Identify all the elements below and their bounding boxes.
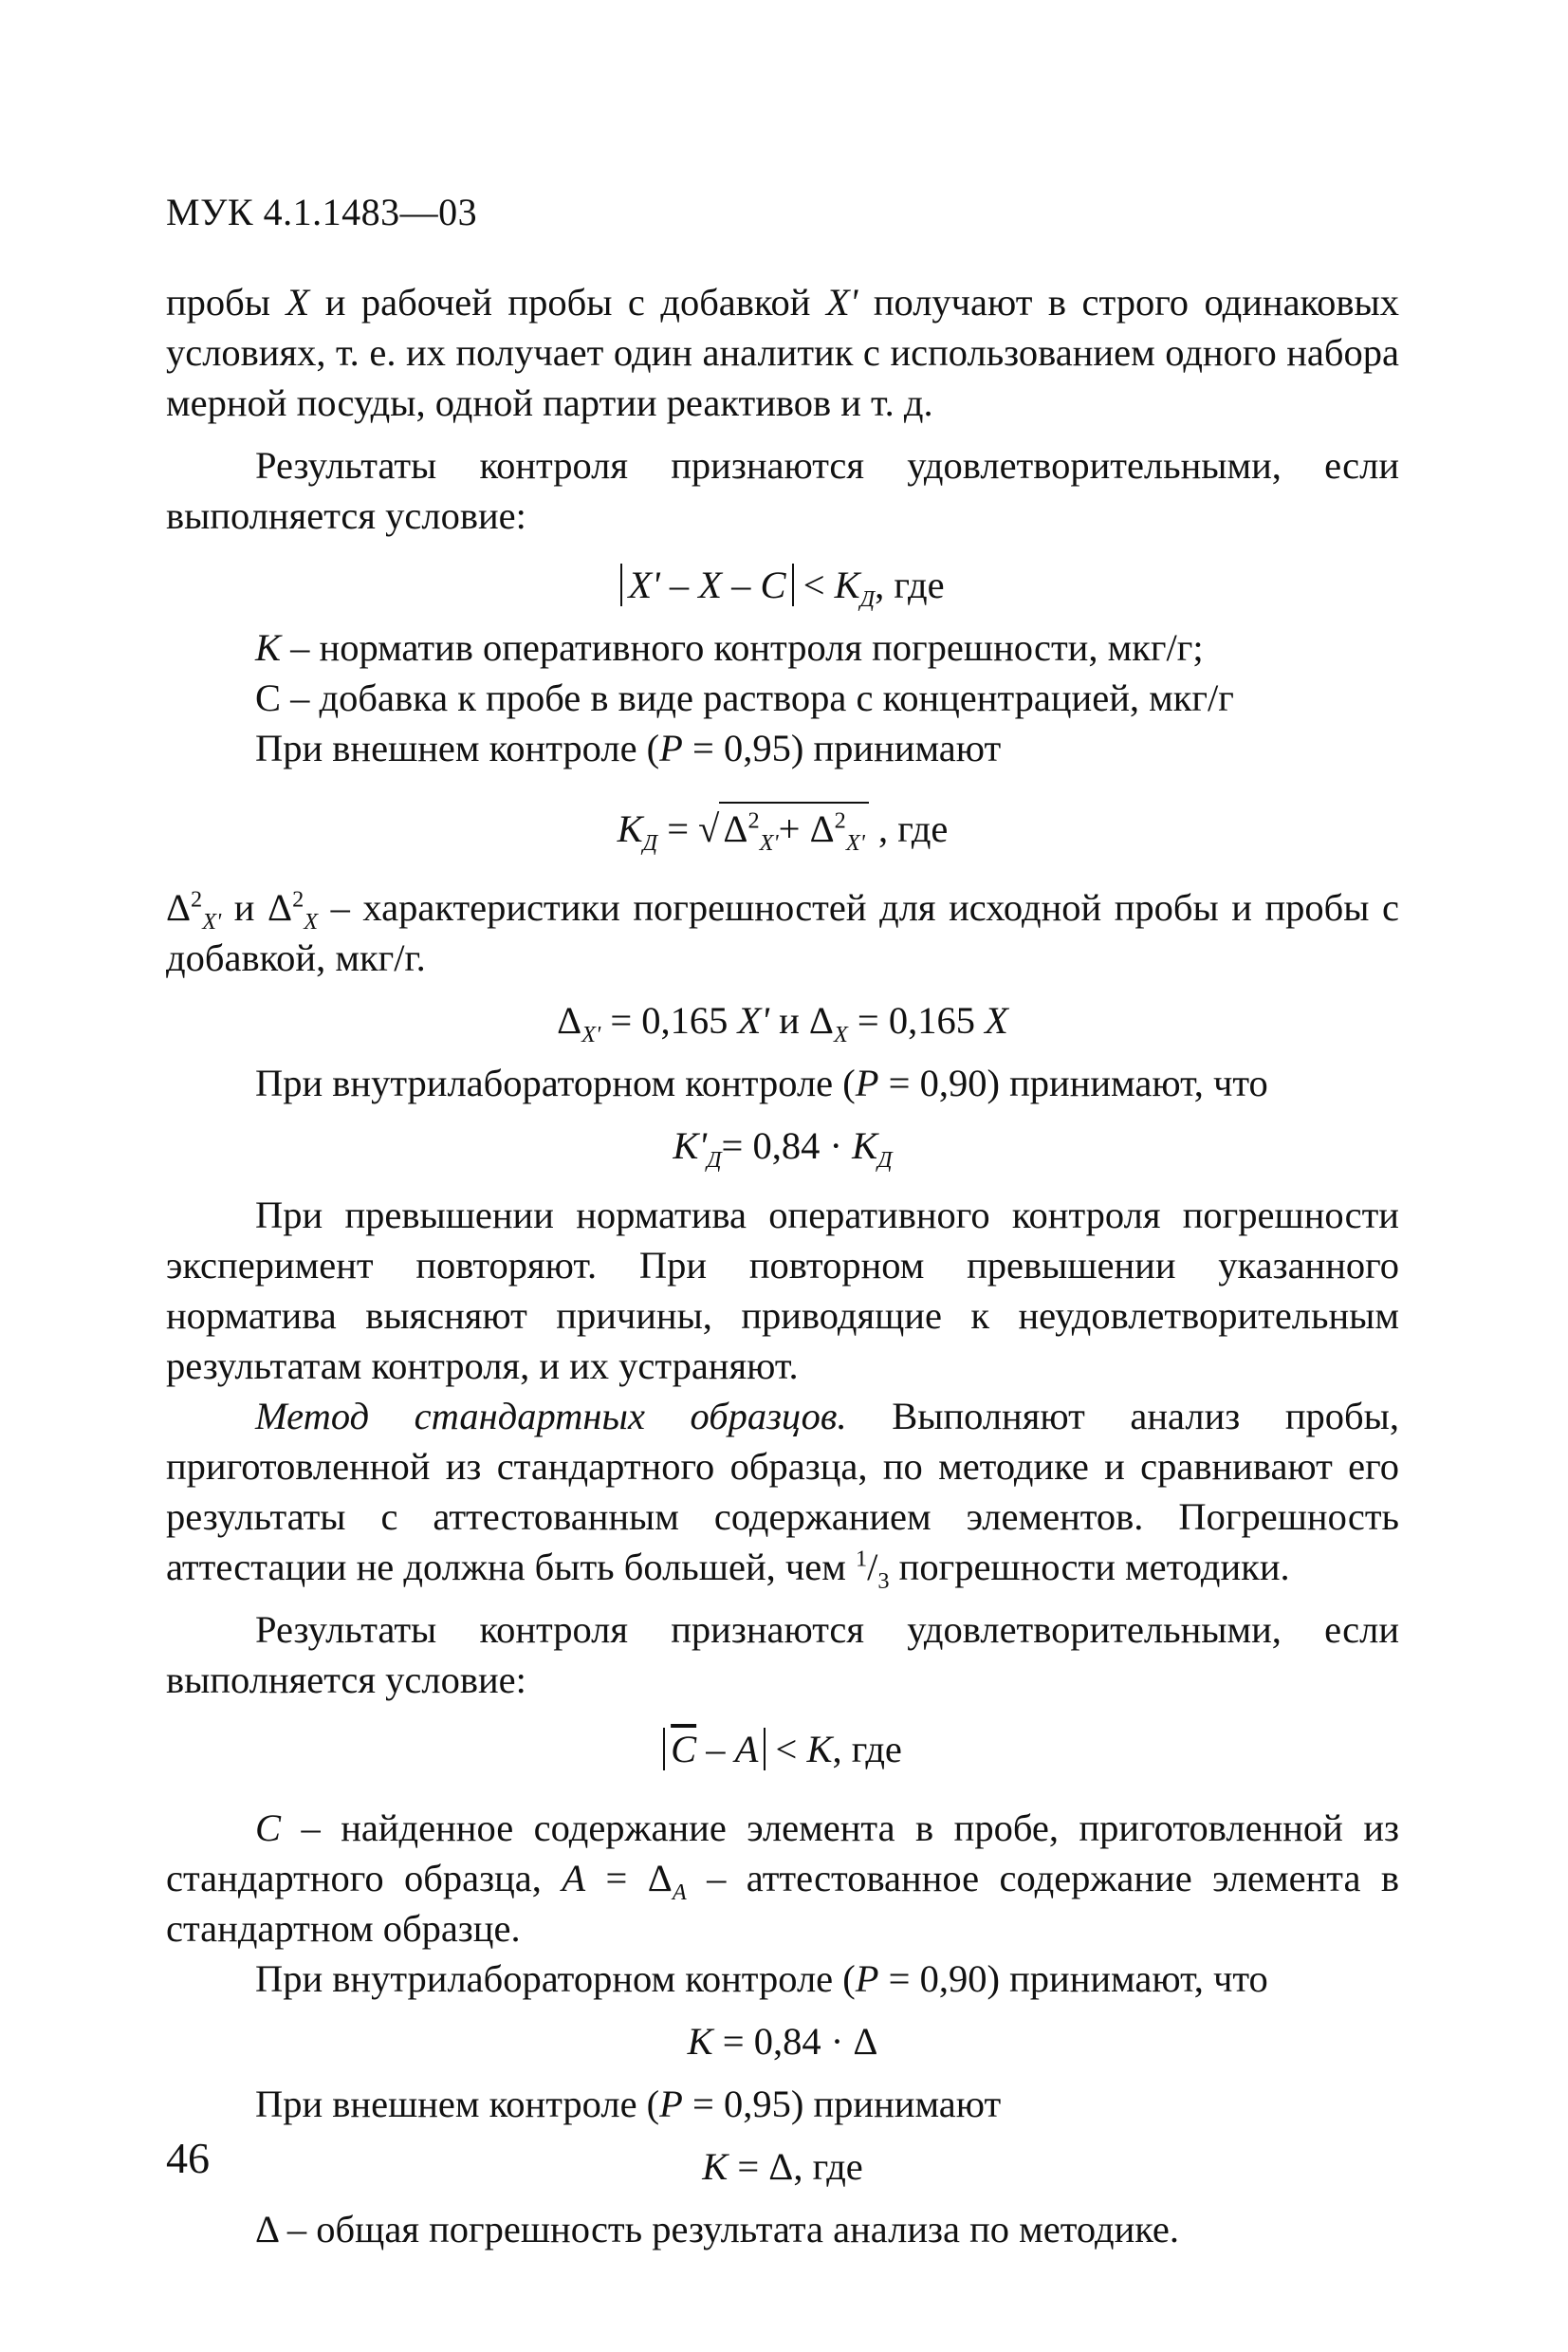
- formula-5: $\overline{C} - A < K$, где: [166, 1724, 1399, 1774]
- paragraph-1: пробы X и рабочей пробы с добавкой X' получают в строго одинаковых условиях, т. е. их получает один аналитик с использованием одного набора мерной посуды, одной партии реактивов и т. д.: [166, 281, 1400, 424]
- paragraph-2: Результаты контроля признаются удовлетворительными, если выполняется условие:: [166, 444, 1399, 537]
- paragraph-7: Результаты контроля признаются удовлетворительными, если выполняется условие:: [166, 1608, 1399, 1701]
- sqrt-sign: √: [698, 807, 720, 850]
- external-control-line: При внешнем контроле (P = 0,95) принимают: [255, 727, 1002, 769]
- formula-3: $\Delta_{X'} = 0,165$ X' и $\Delta_X = 0,165$ X: [557, 999, 1008, 1048]
- formula-6: K = 0,84 · Δ: [687, 2020, 878, 2063]
- paragraph-8: C – найденное содержание элемента в пробе, приготовленной из стандартного образца, $A = \Delta_A$ – аттестованное содержание элемента в стандартном образце.: [166, 1806, 1399, 1950]
- definition-c: С – добавка к пробе в виде раствора с концентрацией, мкг/г: [255, 676, 1234, 719]
- document-body: [166, 277, 1399, 2254]
- formula-4: $K'_Д= 0,84 \cdot K_Д$: [673, 1124, 893, 1174]
- formula-1: $X' - X - C < K_Д$, где: [166, 560, 1399, 610]
- paragraph-5: При превышении норматива оперативного контроля погрешности эксперимент повторяют. При повторном превышении указанного норматива выясняют причины, приводящие к неудовлетворительным результатам контроля, и их устраняют.: [166, 1194, 1399, 1387]
- paragraph-6: Метод стандартных образцов. Выполняют анализ пробы, приготовленной из стандартного образца, по методике и сравнивают его результаты с аттестованным содержанием элементов. Погрешность аттестации не должна быть большей, чем $^1/_3$ погрешности методики.: [166, 1395, 1399, 1595]
- definition-k: K – норматив оперативного контроля погрешности, мкг/г;: [255, 626, 1204, 669]
- paragraph-4: При внутрилабораторном контроле (P = 0,90) принимают, что: [255, 1062, 1268, 1104]
- page-number: 46: [166, 2134, 210, 2182]
- paragraph-10: При внешнем контроле (P = 0,95) принимают: [255, 2083, 1002, 2125]
- paragraph-3: $\Delta^2_{X'}$ и $\Delta^2_X$ – характеристики погрешностей для исходной пробы и пробы с добавкой, мкг/г.: [166, 886, 1400, 979]
- formula-7: K = Δ, где: [702, 2145, 863, 2188]
- paragraph-9: При внутрилабораторном контроле (P = 0,90) принимают, что: [255, 1957, 1268, 2000]
- formula-2: $K_Д = √\Delta^2_{X'}+ \Delta^2_{X'}$ , где: [166, 802, 1399, 854]
- paragraph-11: Δ – общая погрешность результата анализа по методике.: [255, 2208, 1180, 2250]
- document-header: МУК 4.1.1483—03: [166, 191, 478, 233]
